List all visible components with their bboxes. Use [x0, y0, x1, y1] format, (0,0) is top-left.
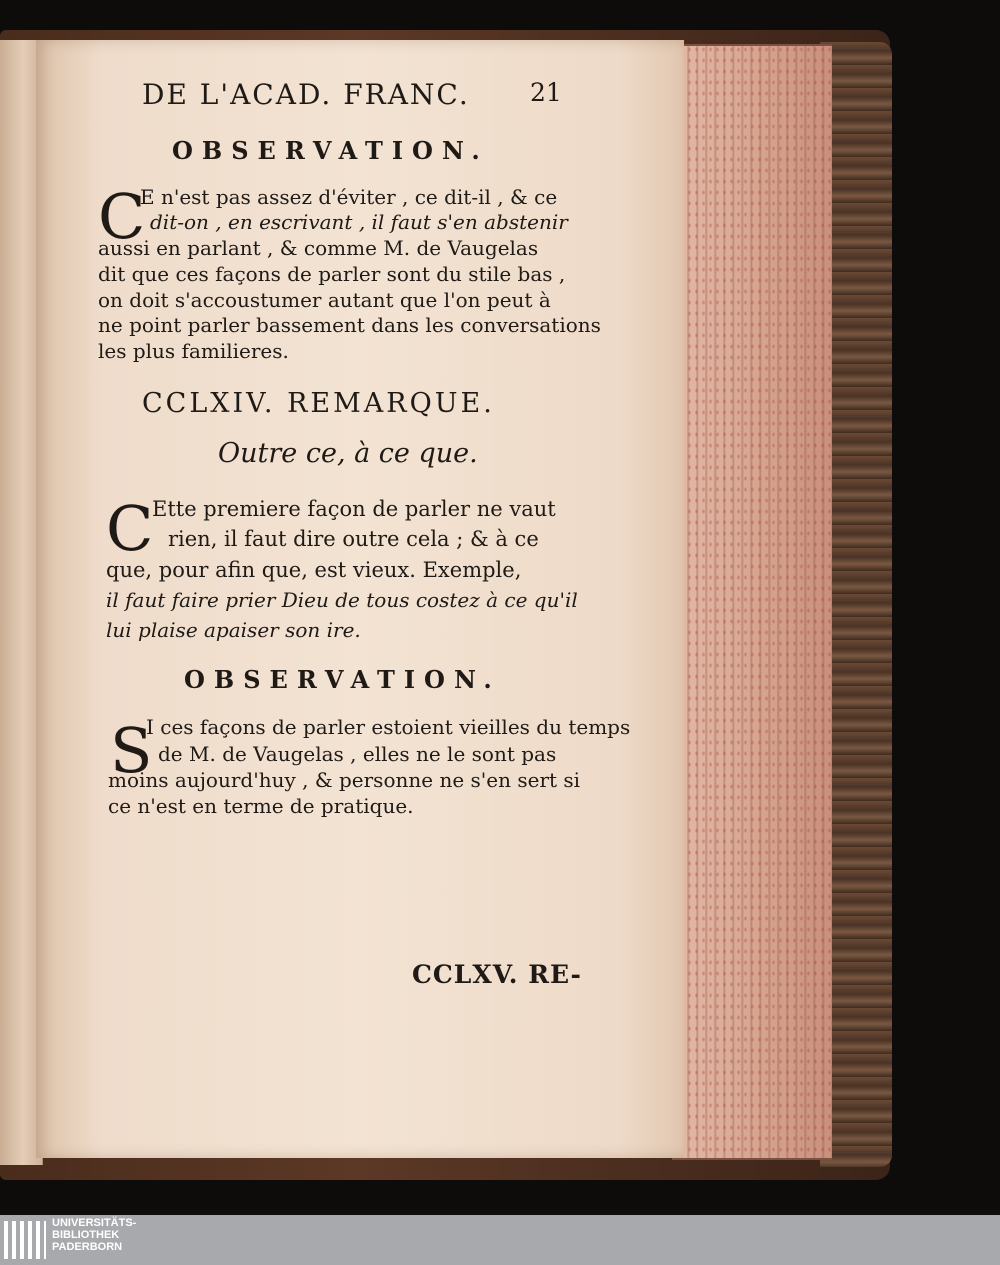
text-line: il faut faire prier Dieu de tous costez à ce qu'il	[106, 588, 578, 612]
text-line: dit que ces façons de parler sont du stile bas ,	[98, 262, 566, 286]
running-head: DE L'ACAD. FRANC.	[142, 78, 470, 111]
remarque-subtitle: Outre ce, à ce que.	[218, 438, 478, 469]
text-line: ce n'est en terme de pratique.	[108, 794, 414, 818]
text-line: Ette premiere façon de parler ne vaut	[152, 497, 556, 521]
logo-line: BIBLIOTHEK	[52, 1229, 120, 1241]
text-line: rien, il faut dire outre cela ; & à ce	[168, 527, 539, 551]
drop-cap: S	[110, 714, 153, 787]
text-line: E n'est pas assez d'éviter , ce dit-il , & ce	[140, 185, 558, 209]
footer-bar	[0, 1215, 1000, 1265]
observation-heading: OBSERVATION.	[184, 665, 501, 694]
text-line: les plus familieres.	[98, 339, 289, 363]
logo-line: UNIVERSITÄTS-	[52, 1217, 137, 1229]
text-line: lui plaise apaiser son ire.	[106, 618, 361, 642]
text-line: de M. de Vaugelas , elles ne le sont pas	[158, 742, 557, 766]
text-line: on doit s'accoustumer autant que l'on peut à	[98, 288, 551, 312]
text-line: ne point parler bassement dans les conversations	[98, 313, 601, 337]
fore-edge-speckle	[672, 44, 832, 1156]
remarque-heading: CCLXIV. REMARQUE.	[142, 388, 495, 419]
catchword: CCLXV. RE-	[412, 960, 582, 989]
observation-heading: OBSERVATION.	[172, 136, 489, 165]
text-line: que, pour afin que, est vieux. Exemple,	[106, 558, 522, 582]
library-logo-icon	[4, 1221, 46, 1259]
text-line: dit-on , en escrivant , il faut s'en abstenir	[150, 210, 568, 234]
page-number: 21	[530, 78, 562, 107]
library-logo-text	[52, 1217, 252, 1253]
drop-cap: C	[98, 180, 146, 253]
text-line: aussi en parlant , & comme M. de Vaugelas	[98, 236, 539, 260]
logo-line: PADERBORN	[52, 1241, 123, 1253]
drop-cap: C	[106, 492, 154, 565]
text-line: moins aujourd'huy , & personne ne s'en sert si	[108, 768, 581, 792]
text-line: I ces façons de parler estoient vieilles du temps	[146, 715, 631, 739]
